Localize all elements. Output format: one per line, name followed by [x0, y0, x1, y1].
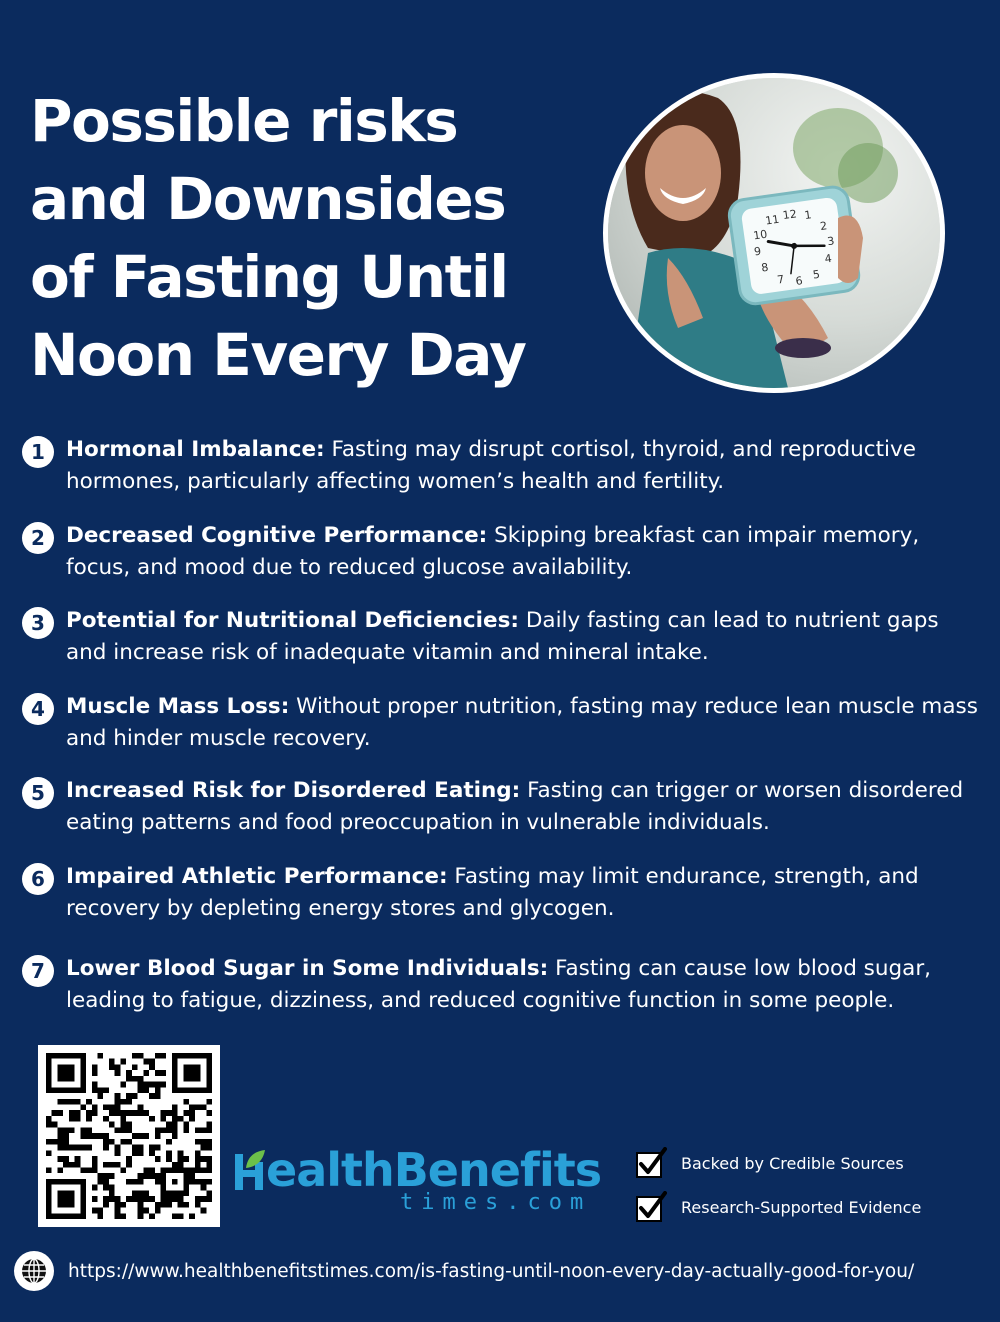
- clock-num-4: 4: [823, 251, 833, 266]
- source-url-row: [14, 1251, 989, 1291]
- page-title: [30, 82, 600, 394]
- clock-num-6: 6: [794, 274, 804, 289]
- clock-num-11: 11: [764, 212, 781, 228]
- item-heading: Muscle Mass Loss:: [66, 694, 290, 719]
- number-badge: 2: [22, 522, 54, 554]
- item-body: Fasting can trigger or worsen disordered eating patterns and food preoccupation in vulnerable individuals.: [66, 778, 964, 835]
- health-benefits-times-logo: [232, 1142, 612, 1222]
- globe-icon: [14, 1251, 54, 1291]
- number-badge: 1: [22, 436, 54, 468]
- checkbox-check-icon: [635, 1191, 667, 1223]
- badge-credible-sources: [635, 1143, 975, 1183]
- clock-num-10: 10: [752, 227, 769, 243]
- list-item: [22, 861, 982, 925]
- item-text: [66, 953, 982, 1017]
- item-text: [66, 605, 982, 669]
- clock-num-8: 8: [760, 260, 770, 275]
- item-body: Skipping breakfast can impair memory, focus, and mood due to reduced glucose availability.: [66, 523, 920, 580]
- number-badge: 7: [22, 955, 54, 987]
- item-heading: Potential for Nutritional Deficiencies:: [66, 608, 520, 633]
- source-url-link[interactable]: https://www.healthbenefitstimes.com/is-fasting-until-noon-every-day-actually-good-for-you/: [68, 1260, 915, 1282]
- list-item: [22, 775, 982, 839]
- leaf-icon: [232, 1148, 266, 1192]
- item-heading: Decreased Cognitive Performance:: [66, 523, 488, 548]
- list-item: [22, 520, 982, 584]
- item-body: Fasting may limit endurance, strength, and recovery by depleting energy stores and glycogen.: [66, 864, 919, 921]
- list-item: [22, 691, 982, 755]
- badge-research-evidence: [635, 1187, 975, 1227]
- item-heading: Impaired Athletic Performance:: [66, 864, 448, 889]
- list-item: [22, 953, 982, 1017]
- qr-code[interactable]: [38, 1045, 220, 1227]
- item-body: Fasting can cause low blood sugar, leading to fatigue, dizziness, and reduced cognitive function in some people.: [66, 956, 932, 1013]
- number-badge: 6: [22, 863, 54, 895]
- title-line-4: Noon Every Day: [30, 321, 526, 389]
- clock-num-9: 9: [753, 244, 762, 259]
- clock-num-7: 7: [776, 272, 786, 287]
- number-badge: 4: [22, 693, 54, 725]
- clock-num-3: 3: [826, 234, 836, 249]
- item-text: [66, 691, 982, 755]
- item-text: [66, 861, 982, 925]
- woman-with-clock-photo: [603, 73, 945, 393]
- list-item: [22, 434, 982, 498]
- number-badge: 5: [22, 777, 54, 809]
- clock-num-12: 12: [781, 207, 798, 223]
- logo-word-benefits: Benefits: [393, 1143, 602, 1197]
- item-body: Fasting may disrupt cortisol, thyroid, and reproductive hormones, particularly affecting women’s health and fertility.: [66, 437, 916, 494]
- item-text: [66, 520, 982, 584]
- title-line-3: of Fasting Until: [30, 243, 508, 311]
- number-badge: 3: [22, 607, 54, 639]
- checkbox-check-icon: [635, 1147, 667, 1179]
- item-text: [66, 434, 982, 498]
- logo-word-health: ealth: [266, 1143, 394, 1197]
- item-heading: Increased Risk for Disordered Eating:: [66, 778, 521, 803]
- clock-num-5: 5: [811, 267, 821, 282]
- clock-num-2: 2: [819, 219, 829, 234]
- badge-label: Research-Supported Evidence: [681, 1197, 922, 1217]
- list-item: [22, 605, 982, 669]
- item-heading: Hormonal Imbalance:: [66, 437, 325, 462]
- item-heading: Lower Blood Sugar in Some Individuals:: [66, 956, 549, 981]
- item-text: [66, 775, 982, 839]
- item-body: Without proper nutrition, fasting may reduce lean muscle mass and hinder muscle recovery.: [66, 694, 978, 751]
- woman-holding-clock-illustration: [608, 78, 940, 388]
- badge-label: Backed by Credible Sources: [681, 1153, 904, 1173]
- item-body: Daily fasting can lead to nutrient gaps and increase risk of inadequate vitamin and mineral intake.: [66, 608, 939, 665]
- clock-num-1: 1: [803, 208, 813, 223]
- title-line-2: and Downsides: [30, 165, 506, 233]
- qr-code-icon: [46, 1053, 212, 1219]
- logo-subtitle: times.com: [400, 1190, 592, 1215]
- title-line-1: Possible risks: [30, 87, 458, 155]
